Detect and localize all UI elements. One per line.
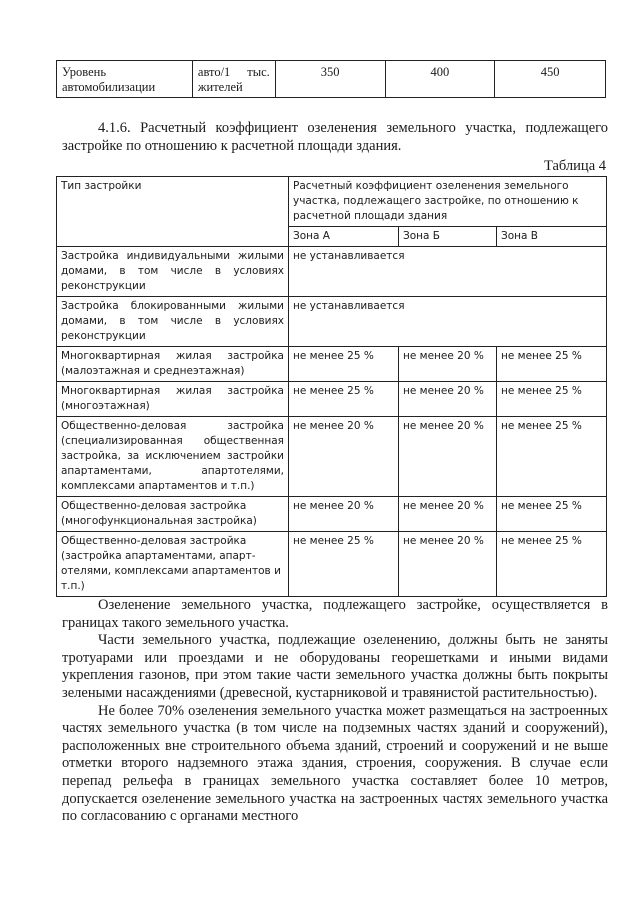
row-value-zone-a: не менее 20 % — [289, 417, 399, 497]
type-line: домами, в том числе в условиях — [61, 315, 284, 327]
row-value-zone-b: не менее 20 % — [399, 532, 497, 597]
row-value-zone-a: не менее 25 % — [289, 347, 399, 382]
table-row — [57, 297, 607, 347]
type-line: Общественно-деловая застройка — [61, 500, 247, 512]
row-value-zone-b: не менее 20 % — [399, 417, 497, 497]
type-line: реконструкции — [61, 330, 146, 342]
paragraph: Не более 70% озеленения земельного участка может размещаться на застроенных частях земельного участка (в том числе на подземных частях зданий и сооружений), расположенных вне строительного объема зданий, строений и сооружений и не выше отметки второго надземного этажа здания, строения, сооружения. В случае если перепад рельефа в границах земельного участка составляет более 10 метров, допускается озеленение земельного участка на застроенных частях земельного участка по согласованию с органами местного — [62, 702, 608, 825]
type-line: комплексами апартаментов и т.п.) — [61, 480, 255, 492]
table-row — [57, 247, 607, 297]
type-line: т.п.) — [61, 580, 85, 592]
row-type — [57, 382, 289, 417]
header-coefficient: Расчетный коэффициент озеленения земельного участка, подлежащего застройке, по отношению к расчетной площади здания — [289, 177, 607, 227]
label-line: автомобилизации — [62, 80, 156, 94]
header-zone-a: Зона А — [289, 227, 399, 247]
table-row — [57, 347, 607, 382]
row-value-zone-c: не менее 25 % — [497, 532, 607, 597]
type-line: (многофункциональная застройка) — [61, 515, 257, 527]
row-type — [57, 297, 289, 347]
motorization-table — [56, 60, 606, 98]
row-type — [57, 497, 289, 532]
table-cell-label — [57, 61, 193, 98]
row-type — [57, 347, 289, 382]
paragraph: Части земельного участка, подлежащие озеленению, должны быть не заняты тротуарами или проездами и не оборудованы георешетками и иными видами укрепления газонов, при этом такие части земельного участка должны быть покрыты зелеными насаждениями (древесной, кустарниковой и травянистой растительностью). — [62, 632, 608, 701]
type-line: Застройка индивидуальными жилыми — [61, 250, 284, 262]
table-row — [57, 61, 606, 98]
type-line: домами, в том числе в условиях — [61, 265, 284, 277]
row-type — [57, 417, 289, 497]
type-line: Застройка блокированными жилыми — [61, 300, 284, 312]
type-line: Общественно-деловая застройка — [61, 420, 284, 432]
row-value-zone-c: не менее 25 % — [497, 382, 607, 417]
table-row — [57, 382, 607, 417]
row-value-zone-b: не менее 20 % — [399, 347, 497, 382]
table-row — [57, 417, 607, 497]
unit-line: жителей — [197, 80, 243, 94]
type-line: застройка, за исключением застройки — [61, 450, 284, 462]
row-value-zone-a: не менее 20 % — [289, 497, 399, 532]
row-value-zone-b: не менее 20 % — [399, 382, 497, 417]
type-line: (малоэтажная и среднеэтажная) — [61, 365, 245, 377]
table-cell-value: 400 — [385, 61, 495, 98]
body-text — [62, 597, 608, 826]
type-line: апартаментами, апартотелями, — [61, 465, 284, 477]
unit-line: авто/1 тыс. — [197, 65, 270, 79]
type-line: (специализированная общественная — [61, 435, 284, 447]
row-value-zone-c: не менее 25 % — [497, 347, 607, 382]
paragraph: Озеленение земельного участка, подлежащего застройке, осуществляется в границах такого земельного участка. — [62, 597, 608, 631]
row-value-zone-c: не менее 25 % — [497, 497, 607, 532]
row-type — [57, 532, 289, 597]
row-value-zone-c: не менее 25 % — [497, 417, 607, 497]
type-line: Многоквартирная жилая застройка — [61, 350, 284, 362]
type-line: (многоэтажная) — [61, 400, 150, 412]
type-line: реконструкции — [61, 280, 146, 292]
type-line: Многоквартирная жилая застройка — [61, 385, 284, 397]
row-value-zone-a: не менее 25 % — [289, 382, 399, 417]
type-line: (застройка апартаментами, апарт- — [61, 550, 256, 562]
label-line: Уровень — [62, 65, 107, 79]
table-cell-unit — [192, 61, 275, 98]
row-value-zone-b: не менее 20 % — [399, 497, 497, 532]
table-row — [57, 532, 607, 597]
row-value-zone-a: не менее 25 % — [289, 532, 399, 597]
table-row — [57, 497, 607, 532]
row-value-merged: не устанавливается — [289, 297, 607, 347]
table-header-row — [57, 177, 607, 227]
table-cell-value: 350 — [275, 61, 385, 98]
type-line: Общественно-деловая застройка — [61, 535, 247, 547]
header-type: Тип застройки — [57, 177, 289, 247]
header-zone-b: Зона Б — [399, 227, 497, 247]
row-value-merged: не устанавливается — [289, 247, 607, 297]
table-cell-value: 450 — [495, 61, 606, 98]
greening-table — [56, 176, 607, 597]
section-paragraph: 4.1.6. Расчетный коэффициент озеленения земельного участка, подлежащего застройке по отношению к расчетной площади здания. — [62, 120, 608, 154]
table-caption: Таблица 4 — [543, 158, 606, 174]
type-line: отелями, комплексами апартаментов и — [61, 565, 281, 577]
row-type — [57, 247, 289, 297]
header-zone-c: Зона В — [497, 227, 607, 247]
